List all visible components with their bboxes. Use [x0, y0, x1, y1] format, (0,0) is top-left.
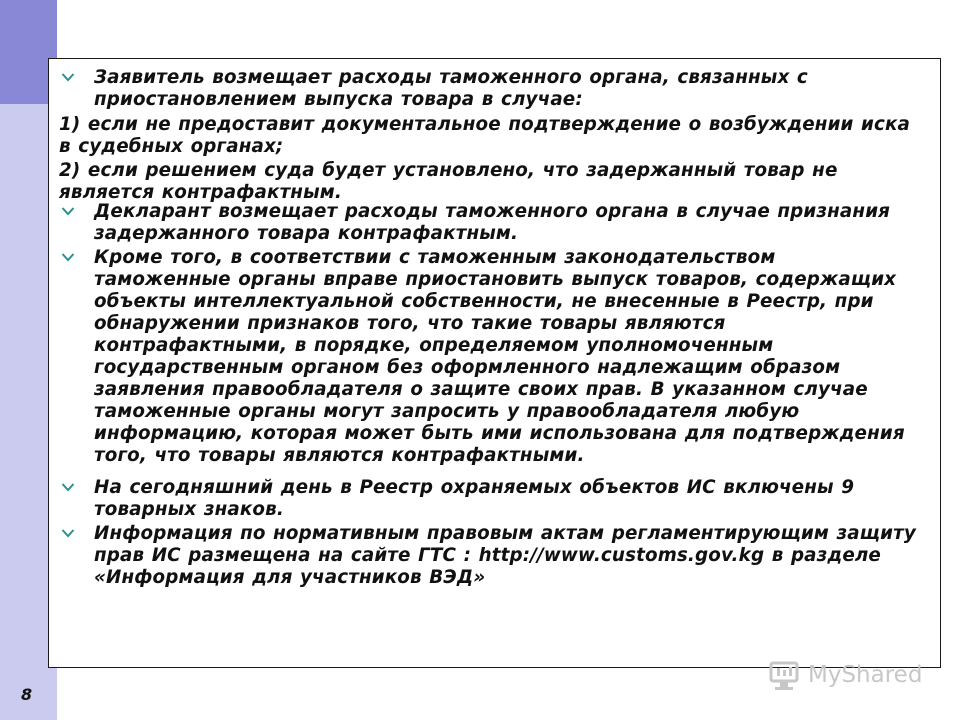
paragraph-text: Декларант возмещает расходы таможенного органа в случае признания задержанного товара контрафактным. [94, 201, 891, 244]
bullet-icon [61, 70, 75, 84]
paragraph-5 [94, 247, 918, 467]
content-box [48, 58, 941, 668]
paragraph-text: Заявитель возмещает расходы таможенного органа, связанных с приостановлением выпуска товара в случае: [94, 67, 808, 110]
bullet-icon [61, 526, 75, 540]
paragraph-4 [94, 201, 918, 245]
paragraph-1 [94, 67, 918, 111]
paragraph-text: 1) если не предоставит документальное подтверждение о возбуждении иска в судебных органах; [59, 114, 911, 157]
logo-text: MyShared [808, 662, 923, 688]
paragraph-text: Кроме того, в соответствии с таможенным законодательством таможенные органы вправе приостановить выпуск товаров, содержащих объекты интеллектуальной собственности, не внесенные в Реестр, при обнаружении признаков того, что такие товары являются контрафактными, в порядке, определяемом уполномоченным государственным органом без оформленного надлежащим образом заявления правообладателя о защите своих прав. В указанном случае таможенные органы могут запросить у правообладателя любую информацию, которая может быть ими использована для подтверждения того, что товары являются контрафактными. [94, 247, 905, 466]
bullet-icon [61, 204, 75, 218]
bullet-icon [61, 250, 75, 264]
monitor-icon [768, 659, 802, 693]
paragraph-7 [94, 523, 918, 589]
bullet-icon [61, 480, 75, 494]
paragraph-6 [94, 477, 918, 521]
paragraph-2 [59, 114, 918, 158]
paragraph-text: Информация по нормативным правовым актам регламентирующим защиту прав ИС размещена на сайте ГТС : http://www.customs.gov.kg в разделе «Информация для участников ВЭД» [94, 523, 916, 588]
page-number: 8 [21, 685, 33, 704]
paragraph-3 [59, 160, 918, 204]
myshared-logo [768, 656, 928, 696]
paragraph-text: На сегодняшний день в Реестр охраняемых объектов ИС включены 9 товарных знаков. [94, 477, 855, 520]
paragraph-text: 2) если решением суда будет установлено, что задержанный товар не является контрафактным. [59, 160, 838, 203]
